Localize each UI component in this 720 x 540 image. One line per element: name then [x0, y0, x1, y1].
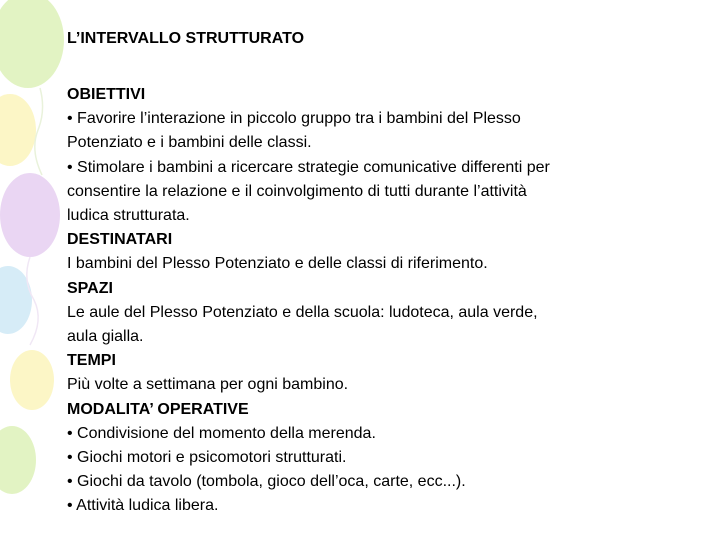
balloon-yellow-small: [10, 350, 54, 410]
slide-body: [67, 83, 697, 519]
text-line: Più volte a settimana per ogni bambino.: [67, 376, 349, 394]
text-line: • Stimolare i bambini a ricercare strategie comunicative differenti per: [67, 158, 550, 176]
section-destinatari: [67, 228, 697, 276]
balloon-purple: [0, 173, 60, 257]
text-line: consentire la relazione e il coinvolgimento di tutti durante l’attività: [67, 182, 527, 200]
section-heading: OBIETTIVI: [67, 86, 146, 103]
text-line: • Condivisione del momento della merenda.: [67, 424, 376, 442]
section-heading: TEMPI: [67, 352, 116, 370]
section-tempi: [67, 349, 697, 397]
slide-content: [67, 28, 697, 519]
text-line: ludica strutturata.: [67, 207, 190, 225]
text-line: • Giochi da tavolo (tombola, gioco dell’oca, carte, ecc...).: [67, 473, 466, 491]
text-line: • Attività ludica libera.: [67, 497, 219, 515]
section-heading: SPAZI: [67, 279, 113, 297]
section-spazi: [67, 277, 697, 350]
slide-title: L’INTERVALLO STRUTTURATO: [67, 30, 305, 47]
balloon-green: [0, 0, 64, 88]
section-heading: DESTINATARI: [67, 231, 173, 249]
text-line: Potenziato e i bambini delle classi.: [67, 134, 312, 152]
text-line: aula gialla.: [67, 328, 144, 346]
text-line: I bambini del Plesso Potenziato e delle classi di riferimento.: [67, 255, 488, 273]
text-line: • Favorire l’interazione in piccolo gruppo tra i bambini del Plesso: [67, 110, 521, 128]
section-heading: MODALITA’ OPERATIVE: [67, 400, 249, 418]
section-obiettivi: [67, 83, 697, 228]
balloon-green-small: [0, 426, 36, 494]
section-modalita: [67, 398, 697, 519]
balloon-yellow: [0, 94, 36, 166]
text-line: Le aule del Plesso Potenziato e della scuola: ludoteca, aula verde,: [67, 303, 538, 321]
text-line: • Giochi motori e psicomotori strutturati.: [67, 449, 347, 467]
